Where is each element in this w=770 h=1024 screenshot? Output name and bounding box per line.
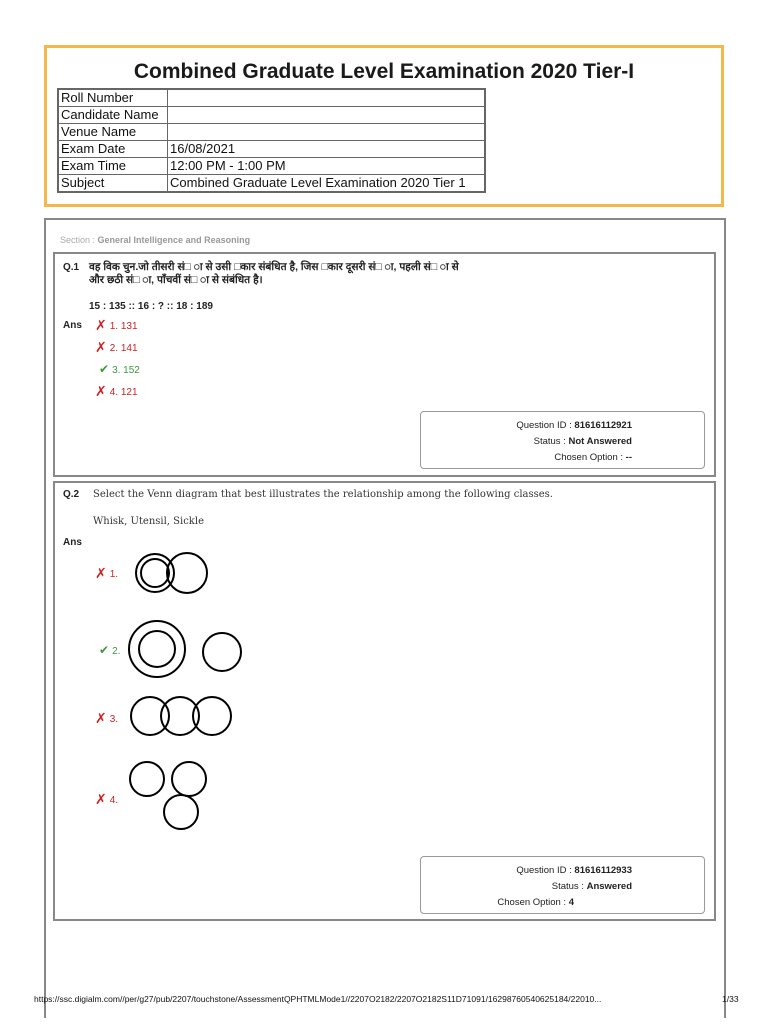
answer-label: Ans bbox=[63, 537, 82, 548]
venn-diagram-option-2 bbox=[126, 618, 246, 684]
venn-diagram-option-4 bbox=[126, 760, 211, 832]
status-row bbox=[552, 881, 632, 892]
question-number: Q.1 bbox=[63, 262, 80, 273]
venn-diagram-option-1 bbox=[130, 548, 215, 598]
question-number: Q.2 bbox=[63, 489, 80, 500]
exam-header bbox=[44, 45, 724, 207]
status-value: Answered bbox=[586, 881, 632, 892]
option-label: 3. 152 bbox=[112, 365, 140, 376]
section-prefix: Section : bbox=[60, 235, 98, 245]
question-text-line1: वह विक चुन.जो तीसरी सं□ ा से उसी □कार संबंधित है, जिस □कार दूसरी सं□ ा, पहली सं□ ा से bbox=[89, 261, 459, 273]
chosen-option-value: -- bbox=[625, 452, 632, 463]
option-1[interactable] bbox=[95, 317, 138, 334]
question-id-value: 81616112921 bbox=[574, 420, 632, 431]
candidate-name-value bbox=[168, 107, 486, 124]
cross-icon: ✗ bbox=[95, 565, 107, 581]
option-label: 2. bbox=[112, 646, 121, 657]
cross-icon: ✗ bbox=[95, 317, 107, 333]
option-label: 2. 141 bbox=[109, 343, 138, 354]
candidate-name-label: Candidate Name bbox=[58, 107, 168, 124]
chosen-option-label: Chosen Option : bbox=[554, 452, 624, 463]
question-id-label: Question ID : bbox=[516, 865, 572, 876]
status-label: Status : bbox=[551, 881, 584, 892]
subject-label: Subject bbox=[58, 175, 168, 193]
venn-diagram-option-3 bbox=[128, 694, 238, 740]
question-text-line2: Whisk, Utensil, Sickle bbox=[93, 516, 204, 527]
question-text-line1: Select the Venn diagram that best illustrates the relationship among the following classes. bbox=[93, 489, 553, 500]
question-id-row bbox=[516, 420, 632, 431]
venue-name-label: Venue Name bbox=[58, 124, 168, 141]
page-number: 1/33 bbox=[722, 994, 739, 1004]
option-3[interactable] bbox=[99, 362, 140, 376]
option-label: 1. 131 bbox=[109, 321, 138, 332]
subject-value: Combined Graduate Level Examination 2020 Tier 1 bbox=[168, 175, 486, 193]
section-label bbox=[60, 235, 250, 245]
roll-number-label: Roll Number bbox=[58, 89, 168, 107]
exam-time-value: 12:00 PM - 1:00 PM bbox=[168, 158, 486, 175]
table-row bbox=[58, 124, 485, 141]
option-4[interactable] bbox=[95, 791, 118, 808]
table-row bbox=[58, 158, 485, 175]
question-id-label: Question ID : bbox=[516, 420, 572, 431]
table-row bbox=[58, 141, 485, 158]
question-id-row bbox=[516, 865, 632, 876]
question-status-box bbox=[420, 856, 705, 914]
exam-date-value: 16/08/2021 bbox=[168, 141, 486, 158]
option-label: 1. bbox=[109, 569, 119, 580]
option-label: 4. 121 bbox=[109, 387, 138, 398]
status-row bbox=[534, 436, 632, 447]
cross-icon: ✗ bbox=[95, 339, 107, 355]
exam-title: Combined Graduate Level Examination 2020 Tier-I bbox=[133, 60, 635, 83]
option-2[interactable] bbox=[95, 339, 138, 356]
option-3[interactable] bbox=[95, 710, 118, 727]
chosen-option-value: 4 bbox=[568, 897, 574, 908]
question-series: 15 : 135 :: 16 : ? :: 18 : 189 bbox=[89, 301, 213, 312]
option-1[interactable] bbox=[95, 565, 118, 582]
section-name: General Intelligence and Reasoning bbox=[97, 235, 251, 245]
chosen-option-label: Chosen Option : bbox=[497, 897, 567, 908]
status-value: Not Answered bbox=[568, 436, 632, 447]
chosen-option-row bbox=[554, 452, 632, 463]
cross-icon: ✗ bbox=[95, 710, 107, 726]
chosen-option-row bbox=[497, 897, 574, 908]
option-2[interactable] bbox=[99, 643, 120, 657]
option-label: 4. bbox=[109, 795, 119, 806]
question-text-line2: और छठी सं□ ा, पाँचवीं सं□ ा से संबंधित है। bbox=[89, 274, 263, 286]
check-icon: ✔ bbox=[99, 643, 110, 657]
answer-label: Ans bbox=[63, 320, 82, 331]
question-id-value: 81616112933 bbox=[574, 865, 632, 876]
cross-icon: ✗ bbox=[95, 791, 107, 807]
roll-number-value bbox=[168, 89, 486, 107]
option-4[interactable] bbox=[95, 383, 138, 400]
candidate-info-table bbox=[57, 88, 486, 193]
table-row bbox=[58, 175, 485, 193]
check-icon: ✔ bbox=[99, 362, 110, 376]
table-row bbox=[58, 89, 485, 107]
cross-icon: ✗ bbox=[95, 383, 107, 399]
footer-url: https://ssc.digialm.com//per/g27/pub/2207/touchstone/AssessmentQPHTMLMode1//2207O2182/2207O2182S11D71091/16298760540625184/22010... bbox=[34, 994, 602, 1004]
table-row bbox=[58, 107, 485, 124]
exam-time-label: Exam Time bbox=[58, 158, 168, 175]
exam-date-label: Exam Date bbox=[58, 141, 168, 158]
question-status-box bbox=[420, 411, 705, 469]
status-label: Status : bbox=[533, 436, 566, 447]
venue-name-value bbox=[168, 124, 486, 141]
option-label: 3. bbox=[109, 714, 119, 725]
